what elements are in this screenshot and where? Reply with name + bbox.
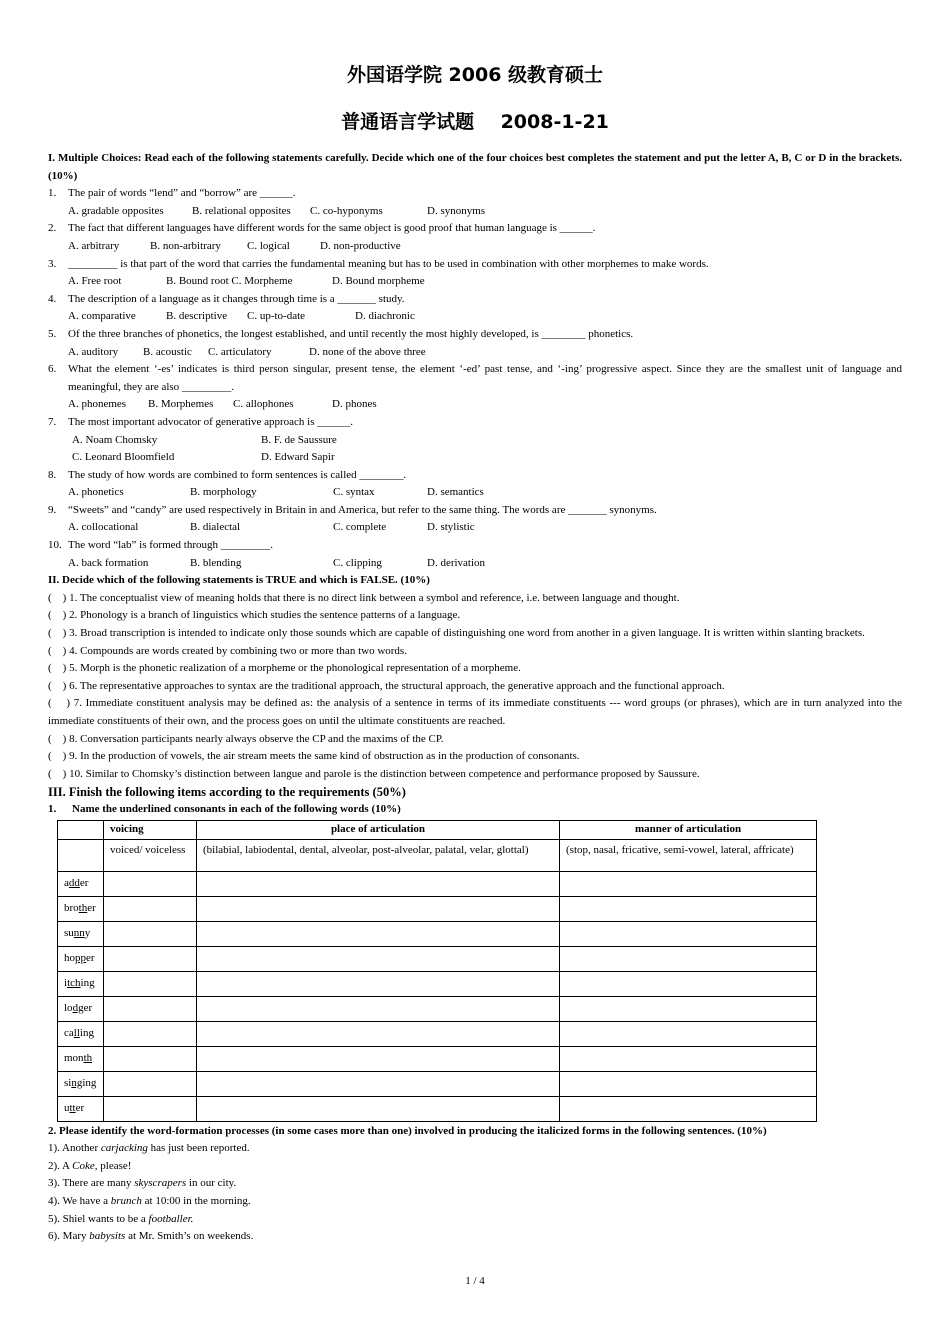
voicing-answer-cell[interactable] (104, 871, 197, 896)
voicing-answer-cell[interactable] (104, 946, 197, 971)
voicing-answer-cell[interactable] (104, 971, 197, 996)
header-place: place of articulation (197, 820, 560, 839)
underlined-consonant: th (78, 901, 88, 914)
question-text: The study of how words are combined to form sentences is called ________. (68, 468, 407, 481)
answer-options (48, 432, 902, 450)
manner-answer-cell[interactable] (560, 996, 817, 1021)
sentence-item (48, 1228, 902, 1246)
answer-option: B. morphology (190, 486, 257, 499)
place-answer-cell[interactable] (197, 1096, 560, 1121)
word-prefix: ca (64, 1026, 74, 1039)
sentence-text: 3). There are many (48, 1177, 135, 1190)
table-header-row (58, 820, 817, 839)
answer-option: B. relational opposites (192, 204, 291, 217)
answer-option: B. F. de Saussure (261, 433, 337, 446)
manner-answer-cell[interactable] (560, 946, 817, 971)
section3-title: Finish the following items according to the requirements (50%) (68, 785, 406, 800)
answer-option: B. blending (190, 556, 242, 569)
question-row (48, 256, 902, 274)
answer-option: D. synonyms (427, 204, 486, 217)
table-row (58, 1096, 817, 1121)
word-suffix: ing (80, 976, 95, 989)
word-prefix: su (64, 926, 74, 939)
subheader-voicing: voiced/ voiceless (104, 839, 197, 871)
sentence-text: please! (97, 1159, 132, 1172)
header-voicing: voicing (104, 820, 197, 839)
answer-option: D. diachronic (355, 310, 415, 323)
true-false-statement: ( ) 5. Morph is the phonetic realization of a morpheme or the phonological representation of a morpheme. (48, 662, 521, 675)
table-row (58, 896, 817, 921)
answer-option: B. descriptive (166, 310, 228, 323)
underlined-consonant: tt (69, 1101, 76, 1114)
item1-number: 1. (48, 803, 57, 816)
sentence-item (48, 1175, 902, 1193)
answer-option: C. Leonard Bloomfield (72, 451, 175, 464)
question-row (48, 502, 902, 520)
answer-option: D. phones (332, 398, 377, 411)
answer-option: A. arbitrary (68, 239, 120, 252)
answer-option: D. stylistic (427, 521, 475, 534)
question-row (48, 537, 902, 555)
place-answer-cell[interactable] (197, 896, 560, 921)
subheader-manner: (stop, nasal, fricative, semi-vowel, lateral, affricate) (560, 839, 817, 871)
question-list (48, 185, 902, 572)
voicing-answer-cell[interactable] (104, 996, 197, 1021)
word-cell (58, 946, 104, 971)
answer-option: B. Morphemes (148, 398, 214, 411)
question-row (48, 467, 902, 485)
sentence-text: 2). A (48, 1159, 73, 1172)
underlined-consonant: th (83, 1051, 93, 1064)
answer-option: C. syntax (333, 486, 375, 499)
manner-answer-cell[interactable] (560, 1096, 817, 1121)
sentence-text: 1). Another (48, 1142, 101, 1155)
question-text: The most important advocator of generative approach is ______. (68, 415, 353, 428)
sentence-item (48, 1140, 902, 1158)
underlined-consonant: dg (72, 1001, 84, 1014)
answer-option: C. allophones (233, 398, 294, 411)
sentence-text: 4). We have a (48, 1194, 111, 1207)
answer-options (48, 203, 902, 221)
word-prefix: a (64, 876, 69, 889)
word-suffix: y (84, 926, 91, 939)
subheader-place: (bilabial, labiodental, dental, alveolar, post-alveolar, palatal, velar, glottal) (197, 839, 560, 871)
table-row (58, 971, 817, 996)
sentence-item (48, 1158, 902, 1176)
answer-option: D. derivation (427, 556, 486, 569)
answer-option: B. dialectal (190, 521, 241, 534)
question-row (48, 414, 902, 432)
word-prefix: ho (64, 951, 75, 964)
section3-prefix: III. (48, 785, 69, 800)
voicing-answer-cell[interactable] (104, 1096, 197, 1121)
true-false-statement: ( ) 2. Phonology is a branch of linguistics which studies the sentence patterns of a language. (48, 609, 461, 622)
word-cell (58, 871, 104, 896)
place-answer-cell[interactable] (197, 1046, 560, 1071)
answer-option: A. collocational (68, 521, 139, 534)
exam-body (48, 150, 905, 1246)
place-answer-cell[interactable] (197, 1071, 560, 1096)
answer-option: A. gradable opposites (68, 204, 164, 217)
word-prefix: u (64, 1101, 70, 1114)
answer-options (48, 519, 902, 537)
question-number: 6. (48, 363, 57, 376)
sentence-item (48, 1211, 902, 1229)
table-row (58, 1046, 817, 1071)
question-text: The pair of words “lend” and “borrow” are ______. (68, 187, 296, 200)
place-answer-cell[interactable] (197, 971, 560, 996)
exam-subtitle: 普通语言学试题 2008-1-21 (341, 111, 609, 133)
answer-option: C. up-to-date (247, 310, 306, 323)
answer-option: B. Bound root C. Morpheme (166, 275, 293, 288)
question-number: 3. (48, 257, 57, 270)
table-row (58, 946, 817, 971)
page-number: 1 / 4 (465, 1275, 485, 1287)
italicized-word: carjacking (100, 1142, 148, 1155)
word-suffix: er (87, 901, 96, 914)
true-false-statement: ( ) 7. Immediate constituent analysis may be defined as: the analysis of a sentence in terms of its immediate constituents --- word groups (or phrases), which are in turn analyzed into the immediate constituents of their own, and the process goes on until the ultimate constituents are reached. (48, 697, 905, 727)
answer-options (48, 484, 902, 502)
table-corner (58, 820, 104, 839)
word-cell (58, 996, 104, 1021)
true-false-list (48, 590, 905, 784)
true-false-statement: ( ) 4. Compounds are words created by combining two or more than two words. (48, 644, 407, 657)
answer-option: A. auditory (68, 345, 119, 358)
question-text: What the element ‘-es’ indicates is third person singular, present tense, the element ‘-ed’ past tense, and ‘-ing’ progressive aspect. Since they are the smallest unit of language and meaningful, they are also _________. (68, 363, 902, 393)
word-cell (58, 1096, 104, 1121)
place-answer-cell[interactable] (197, 946, 560, 971)
italicized-word: babysits (89, 1230, 126, 1243)
sentence-text: in our city. (186, 1177, 237, 1190)
section1-heading: I. Multiple Choices: Read each of the following statements carefully. Decide which one of the four choices best completes the statement and put the letter A, B, C or D in the brackets. (10%) (48, 152, 902, 182)
italicized-word: brunch (110, 1194, 142, 1207)
answer-option: A. phonetics (68, 486, 124, 499)
sentence-text: at Mr. Smith’s on weekends. (125, 1230, 254, 1243)
table-subheader-row (58, 839, 817, 871)
table-row (58, 1021, 817, 1046)
table-row (58, 871, 817, 896)
articulation-table (57, 820, 817, 1122)
true-false-statement: ( ) 3. Broad transcription is intended to indicate only those sounds which are capable of distinguishing one word from another in a given language. It is written within slanting brackets. (48, 627, 865, 640)
question-text: _________ is that part of the word that carries the fundamental meaning but has to be used in combination with other morphemes to make words. (68, 257, 709, 270)
question-number: 4. (48, 292, 57, 305)
table-row (58, 921, 817, 946)
manner-answer-cell[interactable] (560, 896, 817, 921)
underlined-consonant: nn (73, 926, 85, 939)
question-row (48, 185, 902, 203)
answer-option: D. none of the above three (309, 345, 426, 358)
sentence-list (48, 1140, 902, 1246)
word-suffix: er (83, 1001, 93, 1014)
sentence-item (48, 1193, 902, 1211)
true-false-statement: ( ) 1. The conceptualist view of meaning holds that there is no direct link between a symbol and reference, i.e. between language and thought. (48, 591, 680, 604)
true-false-statement: ( ) 9. In the production of vowels, the air stream meets the same kind of obstruction as in the production of consonants. (48, 750, 580, 763)
question-row (48, 326, 902, 344)
italicized-word: footballer. (148, 1212, 194, 1225)
question-number: 2. (48, 222, 57, 235)
item1-text: Name the underlined consonants in each of the following words (10%) (72, 803, 401, 816)
manner-answer-cell[interactable] (560, 921, 817, 946)
answer-option: A. comparative (68, 310, 136, 323)
table-row (58, 1071, 817, 1096)
true-false-statement: ( ) 10. Similar to Chomsky’s distinction between langue and parole is the distinction between competence and performance proposed by Saussure. (48, 767, 700, 780)
question-number: 8. (48, 468, 57, 481)
answer-options (48, 555, 902, 573)
question-text: “Sweets” and “candy” are used respectively in Britain in and America, but refer to the same thing. The words are _______ synonyms. (68, 503, 657, 516)
place-answer-cell[interactable] (197, 871, 560, 896)
true-false-statement: ( ) 6. The representative approaches to syntax are the traditional approach, the structural approach, the generative approach and the functional approach. (48, 679, 725, 692)
word-prefix: lo (64, 1001, 73, 1014)
voicing-answer-cell[interactable] (104, 896, 197, 921)
word-suffix: er (86, 951, 95, 964)
voicing-answer-cell[interactable] (104, 1046, 197, 1071)
manner-answer-cell[interactable] (560, 971, 817, 996)
answer-option: A. Free root (68, 275, 122, 288)
section3-item2: 2. Please identify the word-formation processes (in some cases more than one) involved in producing the italicized forms in the following sentences. (10%) (48, 1124, 767, 1137)
question-text: The word “lab” is formed through _________. (68, 539, 273, 552)
answer-option: D. non-productive (320, 239, 401, 252)
underlined-consonant: pp (75, 951, 86, 964)
place-answer-cell[interactable] (197, 921, 560, 946)
question-row (48, 361, 902, 396)
answer-option: B. acoustic (143, 345, 192, 358)
answer-options (48, 449, 902, 467)
question-row (48, 220, 902, 238)
word-prefix: bro (64, 901, 79, 914)
italicized-word: Coke, (72, 1159, 98, 1172)
answer-option: C. articulatory (208, 345, 272, 358)
voicing-answer-cell[interactable] (104, 921, 197, 946)
underlined-consonant: tch (67, 976, 81, 989)
place-answer-cell[interactable] (197, 996, 560, 1021)
subheader-empty (58, 839, 104, 871)
answer-option: C. logical (247, 239, 290, 252)
answer-option: C. complete (333, 521, 387, 534)
sentence-text: 5). Shiel wants to be a (48, 1212, 149, 1225)
word-cell (58, 1071, 104, 1096)
question-number: 5. (48, 327, 57, 340)
answer-options (48, 238, 902, 256)
place-answer-cell[interactable] (197, 1021, 560, 1046)
section3-item1 (48, 801, 902, 819)
word-cell (58, 921, 104, 946)
manner-answer-cell[interactable] (560, 871, 817, 896)
question-text: Of the three branches of phonetics, the longest established, and until recently the most highly developed, is ________ phonetics. (68, 327, 634, 340)
question-number: 1. (48, 187, 57, 200)
true-false-statement: ( ) 8. Conversation participants nearly always observe the CP and the maxims of the CP. (48, 732, 444, 745)
word-cell (58, 971, 104, 996)
question-text: The fact that different languages have different words for the same object is good proof that human language is ______. (68, 222, 596, 235)
word-cell (58, 1046, 104, 1071)
table-row (58, 996, 817, 1021)
section3-heading (48, 783, 902, 801)
question-row (48, 291, 902, 309)
word-prefix: i (64, 976, 68, 989)
section2-heading: II. Decide which of the following statements is TRUE and which is FALSE. (10%) (48, 574, 430, 587)
word-cell (58, 896, 104, 921)
sentence-text: 6). Mary (48, 1230, 90, 1243)
answer-option: A. phonemes (68, 398, 127, 411)
answer-option: D. Bound morpheme (332, 275, 425, 288)
answer-option: D. Edward Sapir (261, 451, 335, 464)
underlined-consonant: dd (68, 876, 80, 889)
manner-answer-cell[interactable] (560, 1021, 817, 1046)
sentence-text: has just been reported. (147, 1142, 250, 1155)
header-manner: manner of articulation (560, 820, 817, 839)
answer-options (48, 273, 902, 291)
answer-option: C. clipping (333, 556, 382, 569)
answer-options (48, 308, 902, 326)
answer-option: D. semantics (427, 486, 484, 499)
answer-option: C. co-hyponyms (310, 204, 383, 217)
exam-title: 外国语学院 2006 级教育硕士 (346, 64, 604, 86)
question-number: 10. (48, 539, 62, 552)
answer-option: B. non-arbitrary (150, 239, 221, 252)
underlined-consonant: ng (71, 1076, 83, 1089)
italicized-word: skyscrapers (134, 1177, 187, 1190)
answer-options (48, 396, 902, 414)
word-suffix: ing (79, 1026, 94, 1039)
voicing-answer-cell[interactable] (104, 1021, 197, 1046)
word-suffix: ing (82, 1076, 97, 1089)
question-number: 7. (48, 415, 57, 428)
answer-options (48, 344, 902, 362)
sentence-text: at 10:00 in the morning. (141, 1194, 251, 1207)
answer-option: A. Noam Chomsky (72, 433, 158, 446)
question-number: 9. (48, 503, 57, 516)
word-suffix: er (79, 876, 89, 889)
word-prefix: si (64, 1076, 72, 1089)
word-prefix: mon (64, 1051, 84, 1064)
question-text: The description of a language as it changes through time is a _______ study. (68, 292, 405, 305)
manner-answer-cell[interactable] (560, 1046, 817, 1071)
voicing-answer-cell[interactable] (104, 1071, 197, 1096)
underlined-consonant: ll (73, 1026, 80, 1039)
word-cell (58, 1021, 104, 1046)
word-suffix: er (75, 1101, 85, 1114)
answer-option: A. back formation (68, 556, 149, 569)
manner-answer-cell[interactable] (560, 1071, 817, 1096)
